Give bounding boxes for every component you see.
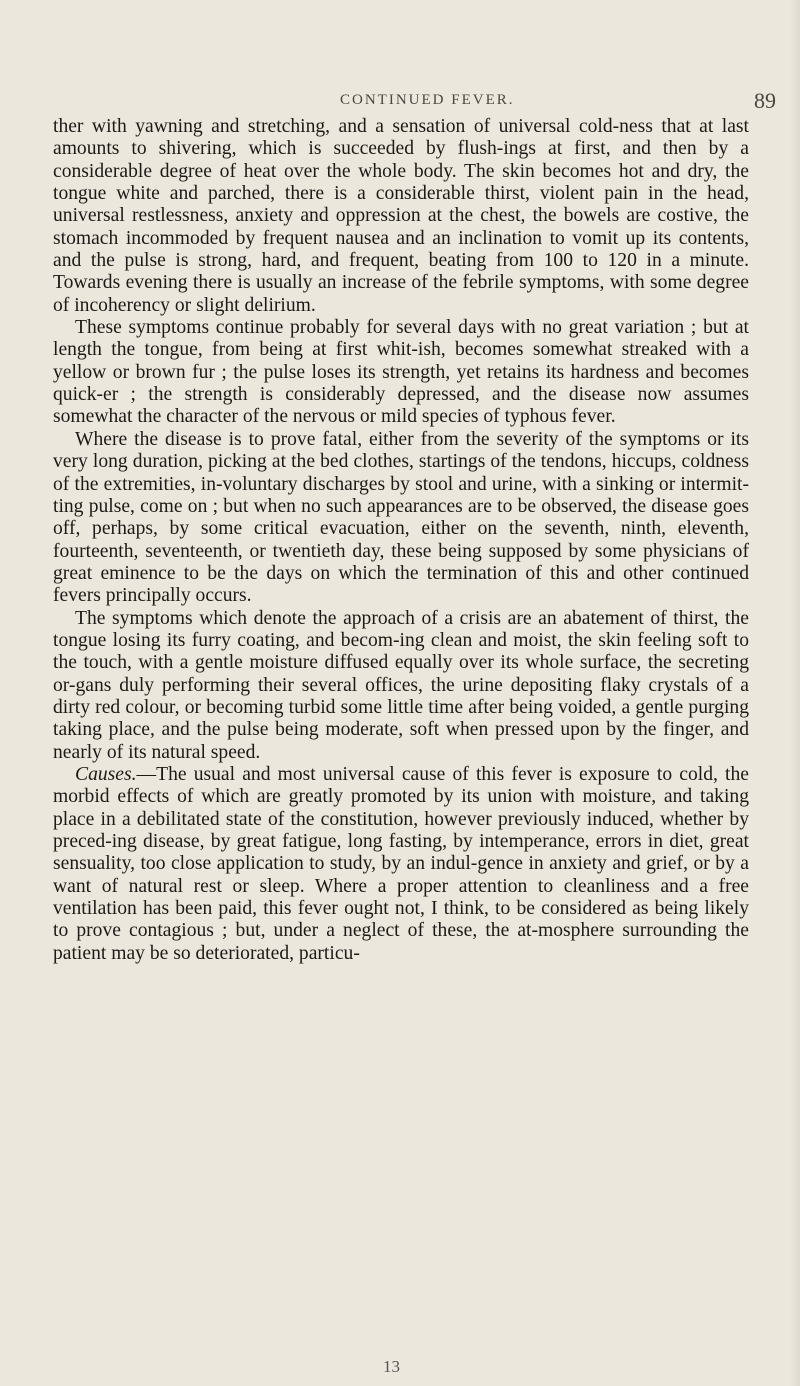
page-header [0, 88, 800, 118]
running-head: CONTINUED FEVER. [340, 92, 515, 108]
paragraph-text: —The usual and most universal cause of this fever is exposure to cold, the morbid effects of which are greatly promoted by its union with moisture, and taking place in a debilitated state of the constitution, however previously induced, whether by preced-ing disease, by great fatigue, long fasting, by intemperance, errors in diet, great sensuality, too close application to study, by an indul-gence in anxiety and grief, or by a want of natural rest or sleep. Where a proper attention to cleanliness and a free ventilation has been paid, this fever ought not, I think, to be considered as being likely to prove contagious ; but, under a neglect of these, the at-mosphere surrounding the patient may be so deteriorated, particu- [53, 763, 749, 964]
paragraph-text: The symptoms which denote the approach of a crisis are an abatement of thirst, the tongue losing its furry coating, and becom-ing clean and moist, the skin feeling soft to the touch, with a gentle moisture diffused equally over its whole surface, the secreting or-gans duly performing their several offices, the urine depositing flaky crystals of a dirty red colour, or becoming turbid some little time after being voided, a gentle purging taking place, and the pulse being moderate, soft when pressed upon by the finger, and nearly of its natural speed. [53, 607, 749, 763]
section-heading-causes: Causes. [75, 763, 137, 785]
paragraph-text: These symptoms continue probably for several days with no great variation ; but at length the tongue, from being at first whit-ish, becomes somewhat streaked with a yellow or brown fur ; the pulse loses its strength, yet retains its hardness and becomes quick-er ; the strength is considerably depressed, and the disease now assumes somewhat the character of the nervous or mild species of typhous fever. [53, 317, 749, 428]
paragraph-causes [53, 764, 749, 965]
paragraph-crisis [53, 608, 749, 764]
paragraph-symptoms-progress [53, 317, 749, 429]
body-text [53, 116, 749, 965]
paragraph-text: ther with yawning and stretching, and a sensation of universal cold-ness that at last amounts to shivering, which is succeeded by flush-ings at first, and then by a considerable degree of heat over the whole body. The skin becomes hot and dry, the tongue white and parched, there is a considerable thirst, violent pain in the head, universal restlessness, anxiety and oppression at the chest, the bowels are costive, the stomach incommoded by frequent nausea and an inclination to vomit up its contents, and the pulse is strong, hard, and frequent, beating from 100 to 120 in a minute. Towards evening there is usually an increase of the febrile symptoms, with some degree of incoherency or slight delirium. [53, 116, 749, 316]
page-edge-shadow [790, 0, 800, 1386]
signature-mark: 13 [383, 1357, 400, 1376]
paragraph-symptoms-onset [53, 116, 749, 317]
paragraph-fatal-signs [53, 429, 749, 608]
page-number: 89 [754, 88, 776, 113]
paragraph-text: Where the disease is to prove fatal, either from the severity of the symptoms or its very long duration, picking at the bed clothes, startings of the tendons, hiccups, coldness of the extremities, in-voluntary discharges by stool and urine, with a sinking or intermit-ting pulse, come on ; but when no such appearances are to be observed, the disease goes off, perhaps, by some critical evacuation, either on the seventh, ninth, eleventh, fourteenth, seventeenth, or twentieth day, these being supposed by some physicians of great eminence to be the days on which the termination of this and other continued fevers principally occurs. [53, 428, 749, 607]
